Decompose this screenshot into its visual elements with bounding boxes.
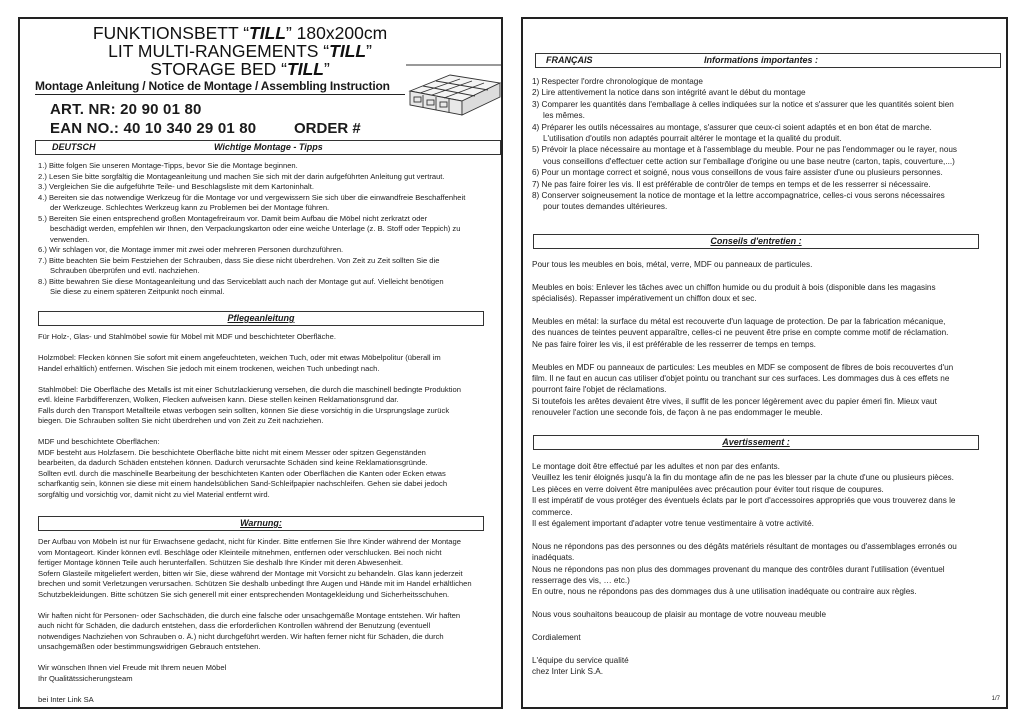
left-page <box>18 17 503 709</box>
section-heading: Wichtige Montage - Tipps <box>214 142 323 152</box>
tip: 3.) Vergleichen Sie die aufgeführte Teile- und Beschlagsliste mit dem Kartoninhalt. <box>38 182 314 191</box>
info-item: L'utilisation d'outils non adaptés pourrait altérer le montage et la qualité du produit. <box>543 134 842 144</box>
pflege-section-header <box>38 311 484 326</box>
paragraph-line: Wir haften nicht für Personen- oder Sachschäden, die durch eine falsche oder unsachgemäße Montage entstehen. Wir haften <box>38 610 461 620</box>
tip: beschädigt werden, empfehlen wir Ihnen, den Verpackungskarton oder eine weiche Unterlage (z. B. Stoff oder Teppich) zu <box>50 224 461 233</box>
paragraph-line: Ne pas faire foirer les vis, il est préférable de les resserrer de temps en temps. <box>532 339 816 349</box>
paragraph-line: Ihr Qualitätssicherungsteam <box>38 673 133 683</box>
paragraph-line: En outre, nous ne répondons pas des dommages dus à une utilisation inadéquate ou contraire aux règles. <box>532 587 917 597</box>
section-heading: Conseils d'entretien <box>710 236 797 246</box>
paragraph-line: Meubles en MDF ou panneaux de particules: Les meubles en MDF se composent de fibres de bois recouvertes d'un <box>532 362 954 372</box>
right-page <box>521 17 1008 709</box>
paragraph-line: Veuillez les tenir éloignés jusqu'à la fin du montage afin de ne pas les blesser par la chute d'une ou plusieurs pièces. <box>532 473 954 483</box>
tip: 7.) Bitte beachten Sie beim Festziehen der Schrauben, dass Sie diese nicht überdrehen. Von Zeit zu Zeit sollten Sie die <box>38 255 440 265</box>
paragraph-line: spécialisés). Repasser impérativement un chiffon doux et sec. <box>532 294 757 304</box>
paragraph-line: bearbeiten, da dadurch Schäden entstehen können. Dadurch verursachte Schäden sind keine Reklamationsgründe. <box>38 458 428 467</box>
info-item: vous conseillons d'effectuer cette action sur l'emballage d'origine ou une base neutre (carton, tapis, couverture,...) <box>543 156 955 166</box>
paragraph-line: des nuances de teintes peuvent apparaître, celles-ci ne peuvent être prise en compte comme motif de réclamation. <box>532 328 949 338</box>
paragraph-line: Nous ne répondons pas non plus des dommages provenant du manque des contrôles durant l'utilisation (éventuel <box>532 564 945 574</box>
francais-section-header <box>535 53 1001 68</box>
paragraph-line: auch nicht für Schäden, die dadurch entstehen, dass die erforderlichen Kontrollen während der Benutzung (eventuell <box>38 621 431 630</box>
paragraph-line: bei Inter Link SA <box>38 694 94 704</box>
tip: 6.) Wir schlagen vor, die Montage immer mit zwei oder mehreren Personen durchzuführen. <box>38 245 344 254</box>
info-item: 3) Comparer les quantités dans l'emballage à celles indiquées sur la notice et s'assurer que les quantités soient bien <box>532 99 954 109</box>
paragraph-line: Holzmöbel: Flecken können Sie sofort mit einem angefeuchteten, weichen Tuch, oder mit etwas Möbelpolitur (überall im <box>38 353 441 362</box>
conseils-text <box>532 259 1004 419</box>
conseils-section-header: Conseils d'entretien : <box>533 234 979 249</box>
tip: der Werkzeuge. Schlechtes Werkzeug kann zu Problemen bei der Montage führen. <box>50 203 330 212</box>
paragraph-line: Pour tous les meubles en bois, métal, verre, MDF ou panneaux de particules. <box>532 260 813 269</box>
paragraph-line: unsachgemäßen oder bestimmungswidrigen Gebrauch entstehen. <box>38 642 261 651</box>
paragraph-line: Wir wünschen Ihnen viel Freude mit Ihrem neuen Möbel <box>38 663 227 672</box>
paragraph-line: Sollten evtl. durch die maschinelle Bearbeitung der beschichteten Kanten oder Oberflächen die Kanten oder Ecken etwas <box>38 468 446 478</box>
language-label: FRANÇAIS <box>546 55 593 65</box>
info-item: pour toutes demandes ultérieures. <box>543 202 668 212</box>
paragraph-line: Cordialement <box>532 633 581 643</box>
paragraph-line: scharfkantig sein, können sie diese mit einem handelsüblichen Sand-Schleifpapier nachschleifen. Gehen sie dabei jedoch <box>38 479 448 488</box>
paragraph-line: Für Holz-, Glas- und Stahlmöbel sowie für Möbel mit MDF und beschichteter Oberfläche. <box>38 332 336 341</box>
tips-list <box>38 161 500 298</box>
tip: 2.) Lesen Sie bitte sorgfältig die Montageanleitung und machen Sie sich mit der darin aufgeführten Anleitung gut vertraut. <box>38 171 445 181</box>
paragraph-line: Nous ne répondons pas des personnes ou des dégâts matériels résultant de montages ou d'assemblages erronés ou <box>532 541 957 551</box>
avertissement-text <box>532 461 1004 678</box>
info-list <box>532 76 1004 213</box>
tip: 4.) Bereiten sie das notwendige Werkzeug für die Montage vor und vergewissern Sie sich über die einwandfreie Beschaffenheit <box>38 192 466 202</box>
title-german: FUNKTIONSBETT “TILL” 180x200cm <box>92 23 388 43</box>
paragraph-line: inadéquats. <box>532 553 575 563</box>
subtitle-assembling-instruction: Montage Anleitung / Notice de Montage / Assembling Instruction <box>35 79 390 93</box>
paragraph-line: biegen. Die Schrauben sollten Sie nicht überdrehen und von Zeit zu Zeit nachziehen. <box>38 416 324 425</box>
paragraph-line: Falls durch den Transport Metallteile etwas verbogen sein sollten, können Sie diese vorsichtig in die Ursprungslage zurück <box>38 405 450 415</box>
order-number: ORDER # <box>294 120 361 137</box>
paragraph-line: brechen und somit Verletzungen verursachen. Schützen Sie deshalb unbedingt Ihre Augen und Hände mit im Handel erhältlichen <box>38 579 472 588</box>
warnung-section-header <box>38 516 484 531</box>
info-item: 7) Ne pas faire foirer les vis. Il est préférable de contrôler de temps en temps et de les resserrer si nécessaire. <box>532 179 931 189</box>
page-number: 1/7 <box>991 696 1000 702</box>
paragraph-line: MDF und beschichtete Oberflächen: <box>38 437 160 446</box>
info-item: 6) Pour un montage correct et soigné, nous vous conseillons de vous faire assister d'une ou plusieurs personnes. <box>532 168 943 178</box>
tip: Sie diese zu einem späteren Zeitpunkt noch einmal. <box>50 287 225 296</box>
language-label: DEUTSCH <box>52 142 96 152</box>
warnung-text <box>38 537 500 705</box>
pflege-text <box>38 332 500 500</box>
paragraph-line: Handel erhältlich) entfernen. Wischen Sie jedoch mit einem trockenen, weichen Tuch unbedingt nach. <box>38 363 380 373</box>
deutsch-section-header <box>35 140 501 155</box>
paragraph-line: sorgfältig und vorsichtig vor, damit nicht zu viel Material entfernt wird. <box>38 489 270 499</box>
title-english: STORAGE BED “TILL” <box>150 59 330 79</box>
tip: 5.) Bereiten Sie einen entsprechend großen Montagefreiraum vor. Damit beim Aufbau die Möbel nicht zerkratzt oder <box>38 213 428 223</box>
paragraph-line: renouveler l'action une seconde fois, de façon à ne pas endommager le meuble. <box>532 408 823 418</box>
article-number: ART. NR: 20 90 01 80 <box>50 101 202 118</box>
tip: verwenden. <box>50 234 90 244</box>
divider <box>35 94 405 95</box>
paragraph-line: Nous vous souhaitons beaucoup de plaisir au montage de votre nouveau meuble <box>532 610 827 620</box>
paragraph-line: film. Il ne faut en aucun cas utiliser d'objet pointu ou tranchant sur ces surfaces. Les dommages dus à ces effets ne <box>532 374 950 384</box>
avertissement-section-header <box>533 435 979 450</box>
paragraph-line: L'équipe du service qualité <box>532 655 629 665</box>
paragraph-line: Meubles en métal: la surface du métal est recouverte d'un laquage de protection. De par la fabrication mécanique, <box>532 317 946 326</box>
paragraph-line: fertiger Montage können Teile auch herunterfallen. Schützen Sie deshalb Ihre Kinder mit deren Abwesenheit. <box>38 558 404 567</box>
paragraph-line: Si toutefois les arêtes devaient être vives, il suffit de les poncer légèrement avec du papier émeri fin. Mieux vaut <box>532 396 937 406</box>
info-item: 1) Respecter l'ordre chronologique de montage <box>532 77 703 86</box>
paragraph-line: Der Aufbau von Möbeln ist nur für Erwachsene gedacht, nicht für Kinder. Bitte entfernen Sie Ihre Kinder während der Montage <box>38 537 461 546</box>
bed-illustration <box>406 45 502 135</box>
tip: Schrauben überprüfen und evtl. nachziehen. <box>50 266 200 275</box>
paragraph-line: Il est impératif de vous protéger des éventuels éclats par le port d'accessoires appropriés que vous trouverez dans le <box>532 496 956 506</box>
section-heading: Warnung: <box>240 518 282 528</box>
paragraph-line: vom Montageort. Kinder können evtl. Beschläge oder Kleinteile mitnehmen, entfernen oder verschlucken. Bei noch nicht <box>38 547 442 557</box>
info-item: 8) Conserver soigneusement la notice de montage et la lettre accompagnatrice, celles-ci vous serons nécessaires <box>532 191 945 201</box>
section-heading: Informations importantes : <box>704 55 819 65</box>
tip: 1.) Bitte folgen Sie unseren Montage-Tipps, bevor Sie die Montage beginnen. <box>38 161 298 170</box>
paragraph-line: Stahlmöbel: Die Oberfläche des Metalls ist mit einer Schutzlackierung versehen, die durch die maschinell bedingte Produktion <box>38 384 461 394</box>
paragraph-line: Les pièces en verre doivent être manipulées avec précaution pour éviter tout risque de coupures. <box>532 484 884 494</box>
info-item: 4) Préparer les outils nécessaires au montage, s'assurer que ceux-ci soient adaptés et en bon état de marche. <box>532 122 932 132</box>
paragraph-line: Le montage doit être effectué par les adultes et non par des enfants. <box>532 462 780 471</box>
paragraph-line: MDF besteht aus Holzfasern. Die beschichtete Oberfläche bitte nicht mit einem Messer oder spitzen Gegenständen <box>38 447 426 457</box>
paragraph-line: resserrage des vis, … etc.) <box>532 576 630 586</box>
tip: 8.) Bitte bewahren Sie diese Montageanleitung und das Serviceblatt auch nach der Montage gut auf. Vielleicht benötigen <box>38 276 444 286</box>
info-item: les mêmes. <box>543 111 585 121</box>
info-item: 2) Lire attentivement la notice dans son intégrité avant le début du montage <box>532 88 806 98</box>
section-heading: Pflegeanleitung <box>227 313 295 323</box>
paragraph-line: Il est également important d'adapter votre tenue vestimentaire à votre activité. <box>532 519 814 529</box>
paragraph-line: Meubles en bois: Enlever les tâches avec un chiffon humide ou du produit à bois (disponible dans les magasins <box>532 282 936 292</box>
paragraph-line: pourront faire l'objet de réclamations. <box>532 385 667 395</box>
section-heading: Avertissement : <box>722 437 790 447</box>
paragraph-line: commerce. <box>532 507 573 517</box>
ean-number: EAN NO.: 40 10 340 29 01 80 <box>50 120 257 137</box>
paragraph-line: notwendiges Nachziehen von Schrauben o. Ä.) nicht durchgeführt werden. Wir haften ferner nicht für Schäden, die durch <box>38 631 444 641</box>
paragraph-line: evtl. kleine Farbdifferenzen, Wolken, Flecken aufweisen kann. Diese stellen keinen Reklamationsgrund dar. <box>38 395 399 404</box>
paragraph-line: chez Inter Link S.A. <box>532 667 603 677</box>
info-item: 5) Prévoir la place nécessaire au montage et à l'assemblage du meuble. Pour ne pas l'endommager ou le rayer, nous <box>532 145 958 155</box>
paragraph-line: Schutzbekleidungen. Bitte schützen Sie sich generell mit einer entsprechenden Montagekleidung und Sicherheitsschuhen. <box>38 589 450 599</box>
paragraph-line: Sofern Glasteile mitgeliefert werden, bitten wir Sie, diese während der Montage mit Vorsicht zu behandeln. Glas kann jederzeit <box>38 568 463 578</box>
title-french: LIT MULTI-RANGEMENTS “TILL” <box>108 41 372 61</box>
